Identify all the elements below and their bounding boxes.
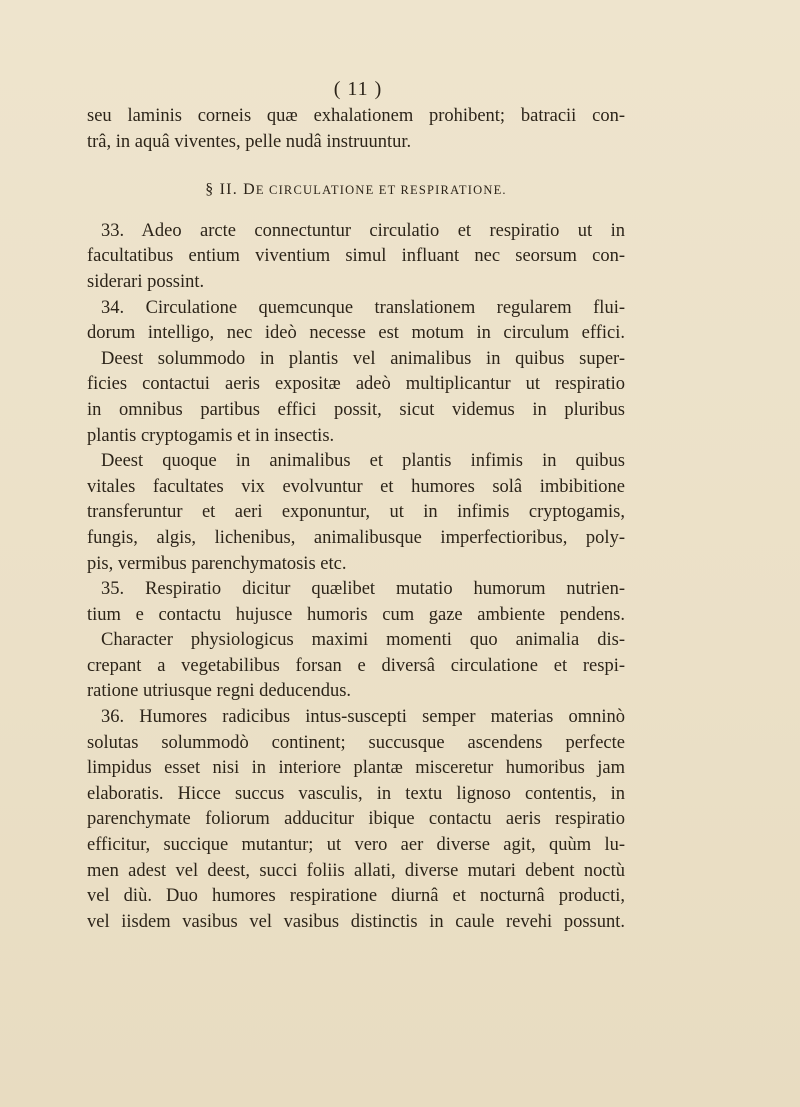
text-line: ficies contactui aeris expositæ adeò multiplicantur ut respiratio	[87, 374, 625, 395]
text-line: seu laminis corneis quæ exhalationem prohibent; batracii con-	[87, 106, 625, 126]
section-title: E CIRCULATIONE ET RESPIRATIONE.	[255, 183, 507, 198]
text-line: elaboratis. Hicce succus vasculis, in textu lignoso contentis, in	[87, 783, 625, 804]
text-line: parenchymate foliorum adducitur ibique contactu aeris respiratio	[87, 809, 625, 830]
text-line: plantis cryptogamis et in insectis.	[87, 425, 335, 446]
text-line: men adest vel deest, succi foliis allati, diverse mutari debent noctù	[87, 860, 625, 881]
text-line: siderari possint.	[87, 271, 205, 292]
text-line: 36. Humores radicibus intus-suscepti semper materias omninò	[101, 707, 625, 728]
text-line: Deest quoque in animalibus et plantis infimis in quibus	[101, 451, 625, 472]
text-line: 35. Respiratio dicitur quælibet mutatio humorum nutrien-	[101, 579, 625, 600]
section-heading	[87, 177, 625, 203]
text-line: efficitur, succique mutantur; ut vero aer diverse agit, quùm lu-	[87, 835, 625, 856]
text-line: facultatibus entium viventium simul influant nec seorsum con-	[87, 246, 625, 267]
text-line: pis, vermibus parenchymatosis etc.	[87, 553, 347, 574]
text-line: vitales facultates vix evolvuntur et humores solâ imbibitione	[87, 476, 625, 497]
text-line: 33. Adeo arcte connectuntur circulatio et respiratio ut in	[101, 220, 625, 241]
page-text	[87, 104, 625, 935]
text-line: crepant a vegetabilibus forsan e diversâ circulatione et respi-	[87, 655, 625, 676]
page-number: ( 11 )	[333, 78, 383, 100]
text-line: ratione utriusque regni deducendus.	[87, 681, 352, 702]
text-line: Character physiologicus maximi momenti quo animalia dis-	[101, 630, 625, 651]
section-title-initial: D	[243, 181, 256, 199]
text-line: in omnibus partibus effici possit, sicut videmus in pluribus	[87, 399, 625, 420]
text-line: vel iisdem vasibus vel vasibus distinctis in caule revehi possunt.	[87, 911, 625, 932]
text-line: limpidus esset nisi in interiore plantæ misceretur humoribus jam	[87, 758, 625, 779]
text-line: vel diù. Duo humores respiratione diurnâ et nocturnâ producti,	[87, 886, 625, 907]
text-line: transferuntur et aeri exponuntur, ut in infimis cryptogamis,	[87, 502, 625, 523]
section-number: § II.	[205, 181, 238, 199]
text-line: Deest solummodo in plantis vel animalibus in quibus super-	[101, 348, 625, 369]
text-line: tium e contactu hujusce humoris cum gaze ambiente pendens.	[87, 604, 625, 625]
text-line: dorum intelligo, nec ideò necesse est motum in circulum effici.	[87, 323, 625, 344]
text-line: fungis, algis, lichenibus, animalibusque imperfectioribus, poly-	[87, 527, 625, 548]
text-line: solutas solummodò continent; succusque ascendens perfecte	[87, 732, 625, 753]
text-line: 34. Circulatione quemcunque translationem regularem flui-	[101, 297, 625, 318]
text-line: trâ, in aquâ viventes, pelle nudâ instruuntur.	[87, 131, 412, 152]
